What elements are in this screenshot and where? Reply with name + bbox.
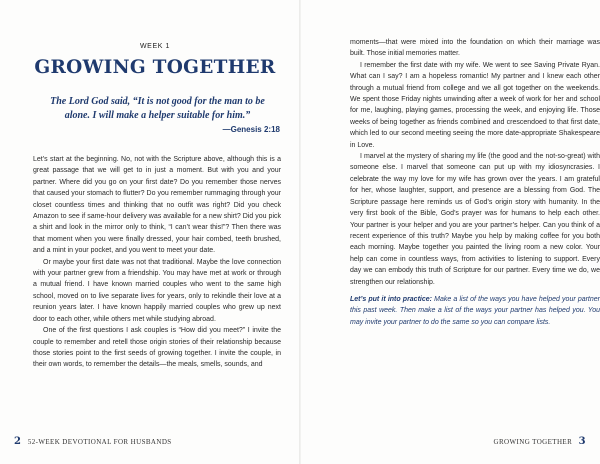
paragraph: I remember the first date with my wife. We went to see Saving Private Ryan. What can I say? I am a hopeless romantic! My partner and I knew each other through a mutual friend from college and we all got together on the weekends. We spent those Friday nights unwinding after a week of work for her and school for me, laughing, playing games, processing the week, and enjoying life. Those weeks of being together as friends combined and crescendoed to that first date, which led to our second meeting seeing the more date-appropriate Shakespeare in Love. bbox=[350, 61, 600, 149]
paragraph: One of the first questions I ask couples is “How did you meet?” I invite the couple to remember and retell those origin stories of their relationship because those stories point to the first seeds of growing together. I invite the couple, in their own words, to remember the details—the meals, smells, sounds, and bbox=[33, 327, 281, 369]
page-number: 3 bbox=[578, 436, 586, 447]
scripture-verse: The Lord God said, “It is not good for the man to be alone. I will make a helper suitable for him.” bbox=[50, 96, 265, 121]
left-body-text bbox=[33, 154, 281, 371]
practice-prompt bbox=[350, 294, 600, 328]
right-page bbox=[301, 0, 600, 464]
left-page bbox=[0, 0, 299, 464]
paragraph: Let’s start at the beginning. No, not with the Scripture above, although this is a great passage that we will get to in just a moment. But with you and your partner. Where did you go on your first date? Do you remember those nerves that caused your stomach to flutter? Do you remember rummaging through your closet countless times and thinking that no outfit was right? Did you check Amazon to see if same-hour delivery was available for a new shirt? Did you pick a shirt and look in the mirror only to think, “I can’t wear this!”? Then there was that moment when you were finally dressed, your hair combed, teeth brushed, and a mint in your pocket, and you went to meet your date. bbox=[33, 156, 281, 255]
running-head: 52-WEEK DEVOTIONAL FOR HUSBANDS bbox=[27, 438, 172, 446]
paragraph: I marvel at the mystery of sharing my life (the good and the not-so-great) with someone else. I marvel that someone can put up with my idiosyncrasies. I celebrate the way my love for my wife has grown over the years. I am grateful for her, whose laughter, support, and presence are a blessing from God. The Scripture passage here reminds us of God’s origin story with humanity. In the very first book of the Bible, God’s prayer was for humans to help each other. Your partner is your helper and you are your partner’s helper. Can you think of a recent experience of this truth? Maybe you help by making coffee for you both each morning. Maybe together you painted the living room a new color. Your help can come in countless ways, from activities to listening to support. Every day we can embody this truth of Scripture for our partner. Every time we do, we strengthen our relationship. bbox=[350, 153, 600, 286]
chapter-title: GROWING TOGETHER bbox=[34, 57, 276, 78]
practice-label: Let’s put it into practice: bbox=[350, 295, 432, 303]
week-label: WEEK 1 bbox=[139, 43, 171, 50]
scripture-reference: —Genesis 2:18 bbox=[222, 125, 280, 134]
running-head: GROWING TOGETHER bbox=[493, 438, 573, 446]
paragraph: moments—that were mixed into the foundation on which their marriage was built. Those initial memories matter. bbox=[350, 39, 600, 58]
right-body-text bbox=[350, 37, 600, 328]
practice-text: Make a list of the ways you have helped your partner this past week. Then make a list of the ways your partner has helped you. You may invite your partner to do the same so you can compare lists. bbox=[350, 295, 600, 326]
right-folio bbox=[494, 436, 586, 447]
paragraph: Or maybe your first date was not that traditional. Maybe the love connection with your partner grew from a friendship. You may have met at work or through a mutual friend. I have known married couples who went to the same high school, moved on to live separate lives for years, only to rekindle their love at a reunion years later. I have known happily married couples who grew up next door to each other, while others met while studying abroad. bbox=[33, 258, 281, 323]
left-folio bbox=[14, 436, 172, 447]
page-number: 2 bbox=[14, 436, 22, 447]
